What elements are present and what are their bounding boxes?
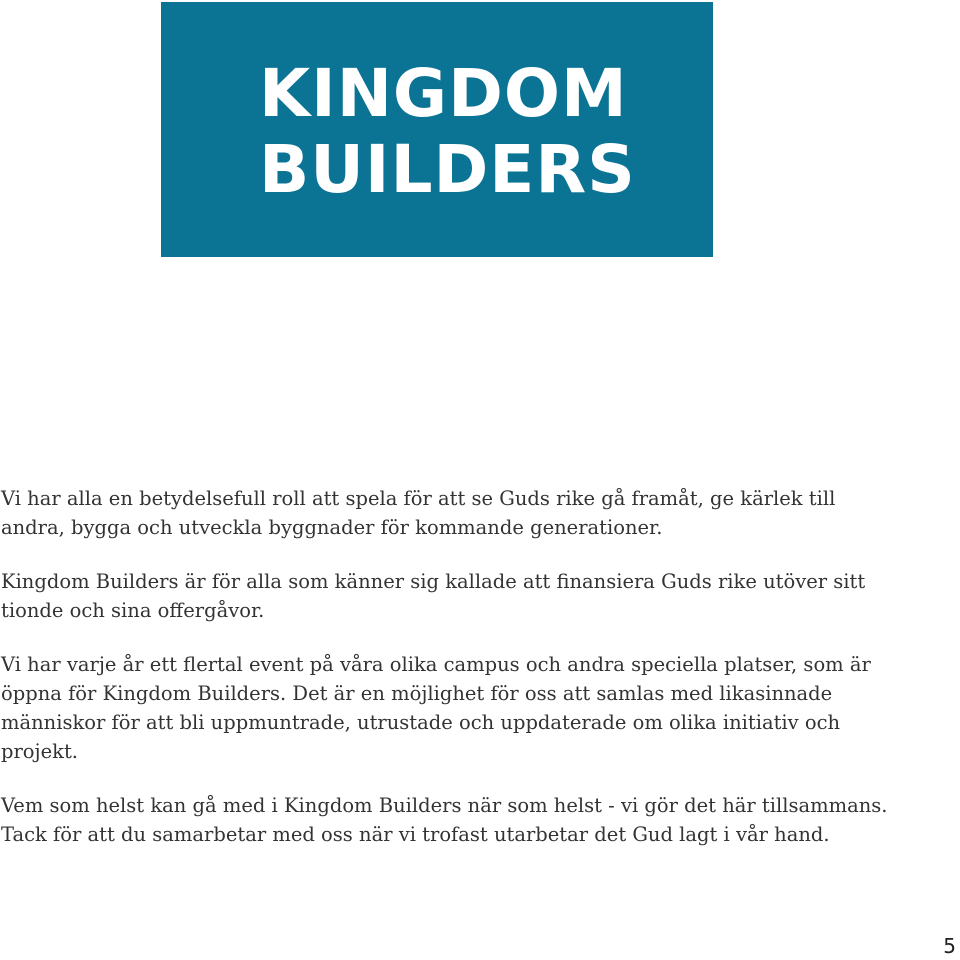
paragraph-who: Kingdom Builders är för alla som känner sig kallade att finansiera Guds rike utöver sitt tionde och sina offergåvor.: [1, 570, 866, 622]
paragraph-events: Vi har varje år ett flertal event på våra olika campus och andra speciella platser, som är öppna för Kingdom Builders. Det är en möjlighet för oss att samlas med likasinnade människor för att bli uppmuntrade, utrustade och uppdaterade om olika initiativ och projekt.: [1, 653, 871, 763]
page-number: 5: [943, 934, 956, 958]
paragraph-join: Vem som helst kan gå med i Kingdom Builders när som helst - vi gör det här tillsammans. Tack för att du samarbetar med oss när vi trofast utarbetar det Gud lagt i vår hand.: [1, 794, 888, 846]
logo-line-builders: BUILDERS: [259, 131, 636, 208]
body-text: [1, 484, 901, 849]
kingdom-builders-logo: [161, 2, 713, 257]
paragraph-intro: Vi har alla en betydelsefull roll att spela för att se Guds rike gå framåt, ge kärlek till andra, bygga och utveckla byggnader för kommande generationer.: [1, 487, 836, 539]
logo-line-kingdom: KINGDOM: [259, 55, 628, 132]
